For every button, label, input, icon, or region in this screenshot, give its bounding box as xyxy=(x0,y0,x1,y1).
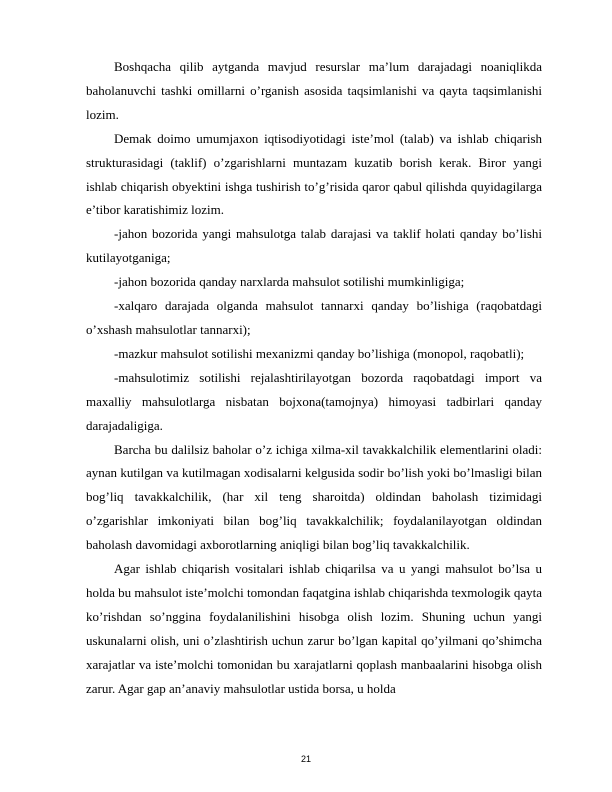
paragraph-means-of-production: Agar ishlab chiqarish vositalari ishlab chiqarilsa va u yangi mahsulot bo’lsa u holda bu mahsulot iste’molchi tomondan faqatgina ishlab chiqarishda texmologik qayta ko’rishdan so’nggina foydalanilishini hisobga olish lozim. Shuning uchun yangi uskunalarni olish, uni o’zlashtirish uchun zarur bo’lgan kapital qo’yilmani qo’shimcha xarajatlar va iste’molchi tomonidan bu xarajatlarni qoplash manbaalarini hisobga olish zarur. Agar gap an’anaviy mahsulotlar ustida borsa, u holda xyxy=(86,561,542,696)
paragraph-risk-elements: Barcha bu dalilsiz baholar o’z ichiga xilma-xil tavakkalchilik elementlarini oladi: aynan kutilgan va kutilmagan xodisalarni kelgusida sodir bo’lish yoki bo’lmasligi bilan bog’liq tavakkalchilik, (har xil teng sharoitda) oldindan baholash tizimidagi o’zgarishlar imkoniyati bilan bog’liq tavakkalchilik; foydalanilayotgan oldindan baholash davomidagi axborotlarning aniqligi bilan bog’liq tavakkalchilik. xyxy=(86,441,542,553)
list-item-cost: -xalqaro darajada olganda mahsulot tannarxi qanday bo’lishiga (raqobatdagi o’xshash mahsulotlar tannarxi); xyxy=(86,298,542,337)
list-item-sales-mechanism: -mazkur mahsulot sotilishi mexanizmi qanday bo’lishiga (monopol, raqobatli); xyxy=(114,345,525,361)
list-item-customs-protection: -mahsulotimiz sotilishi rejalashtirilayotgan bozorda raqobatdagi import va maxalliy mahsulotlarga nisbatan bojxona(tamojnya) himoyasi tadbirlari qanday darajadaligiga. xyxy=(86,369,542,433)
list-item-prices: -jahon bozorida qanday narxlarda mahsulot sotilishi mumkinligiga; xyxy=(114,274,465,290)
list-item-demand-supply: -jahon bozorida yangi mahsulotga talab darajasi va taklif holati qanday bo’lishi kutilayotganiga; xyxy=(86,226,542,266)
page-number: 21 xyxy=(300,754,311,764)
document-body xyxy=(86,55,542,700)
paragraph-resources: Boshqacha qilib aytganda mavjud resurslar ma’lum darajadagi noaniqlikda baholanuvchi tashki omillarni o’rganish asosida taqsimlanishi va qayta taqsimlanishi lozim. xyxy=(86,59,542,122)
paragraph-market-monitoring: Demak doimo umumjaxon iqtisodiyotidagi iste’mol (talab) va ishlab chiqarish strukturasidagi (taklif) o’zgarishlarni muntazam kuzatib borish kerak. Biror yangi ishlab chiqarish obyektini ishga tushirish to’g’risida qaror qabul qilishda quyidagilarga e’tibor karatishimiz lozim. xyxy=(86,130,542,218)
